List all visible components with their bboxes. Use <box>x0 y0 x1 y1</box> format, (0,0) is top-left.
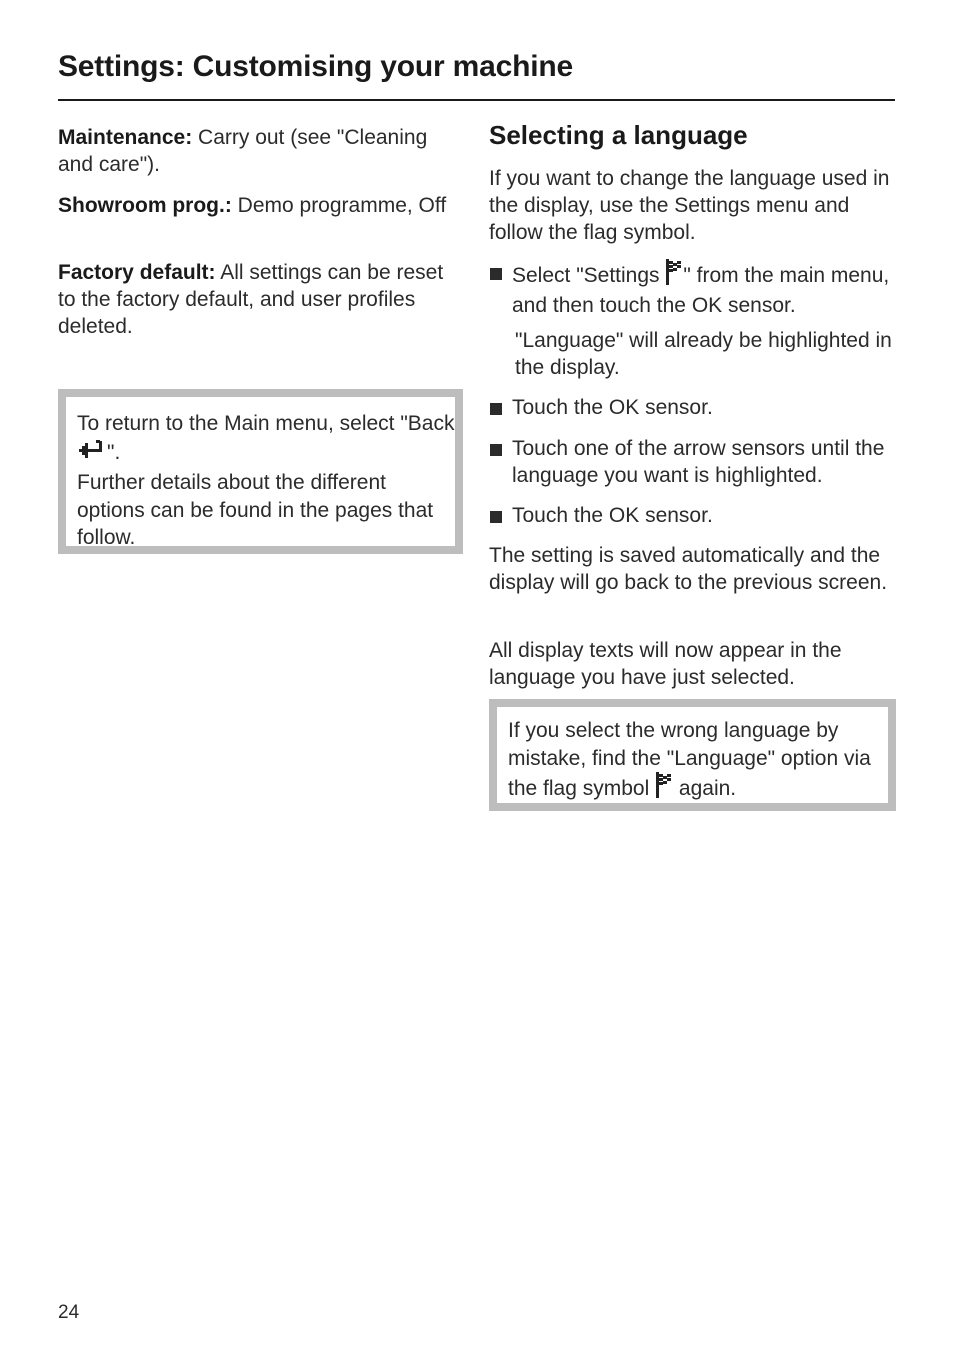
showroom-paragraph <box>58 192 463 219</box>
note-back-text-before: To return to the Main menu, select "Back <box>77 412 455 435</box>
title-divider <box>58 99 895 101</box>
step-touch-ok-1-text: Touch the OK sensor. <box>512 396 713 419</box>
wrong-language-note-box <box>489 699 896 811</box>
bullet-square-icon <box>490 511 502 523</box>
factory-default-label: Factory default: <box>58 261 216 284</box>
note-back-text-after: ". <box>107 440 121 464</box>
factory-default-paragraph <box>58 259 463 340</box>
showroom-text: Demo programme, Off <box>231 194 447 217</box>
flag-icon <box>665 259 683 292</box>
intro-paragraph: If you want to change the language used in the display, use the Settings menu and follow the flag symbol. <box>489 167 890 244</box>
saved-automatically-paragraph: The setting is saved automatically and the display will go back to the previous screen. <box>489 544 888 594</box>
step1-text-after: " from the main menu, and then touch the OK sensor. <box>512 264 890 317</box>
page-number: 24 <box>58 1302 80 1323</box>
bullet-square-icon <box>490 403 502 415</box>
bullet-square-icon <box>490 444 502 456</box>
note-back-line <box>77 410 455 469</box>
step-touch-ok-2-text: Touch the OK sensor. <box>512 504 713 527</box>
note-details-text: Further details about the different options can be found in the pages that follow. <box>77 471 434 549</box>
back-arrow-icon <box>77 438 107 470</box>
flag-icon <box>655 772 673 806</box>
language-highlight-note: "Language" will already be highlighted in the display. <box>515 329 892 379</box>
factory-default-text: All settings can be reset to the factory default, and user profiles deleted. <box>58 261 444 338</box>
bullet-square-icon <box>490 268 502 280</box>
step-touch-ok-2 <box>489 502 895 529</box>
maintenance-text: Carry out (see "Cleaning and care"). <box>58 126 428 176</box>
step-touch-ok-1 <box>489 394 895 421</box>
wrong-language-text-after: again. <box>673 777 737 800</box>
step-touch-arrows <box>489 435 895 489</box>
main-menu-note-box <box>58 389 463 554</box>
section-heading: Selecting a language <box>489 120 748 150</box>
step1-text-before: Select "Settings <box>512 264 666 287</box>
display-texts-paragraph: All display texts will now appear in the language you have just selected. <box>489 639 842 689</box>
maintenance-label: Maintenance: <box>58 126 193 149</box>
page-title: Settings: Customising your machine <box>58 50 573 83</box>
maintenance-paragraph <box>58 124 463 178</box>
wrong-language-note-text <box>508 717 888 806</box>
step-select-settings <box>489 259 895 319</box>
step-touch-arrows-text: Touch one of the arrow sensors until the language you want is highlighted. <box>512 437 885 487</box>
wrong-language-text-before: If you select the wrong language by mistake, find the "Language" option via the flag symbol <box>508 719 871 800</box>
step-select-settings-text <box>512 259 895 319</box>
showroom-label: Showroom prog.: <box>58 194 232 217</box>
